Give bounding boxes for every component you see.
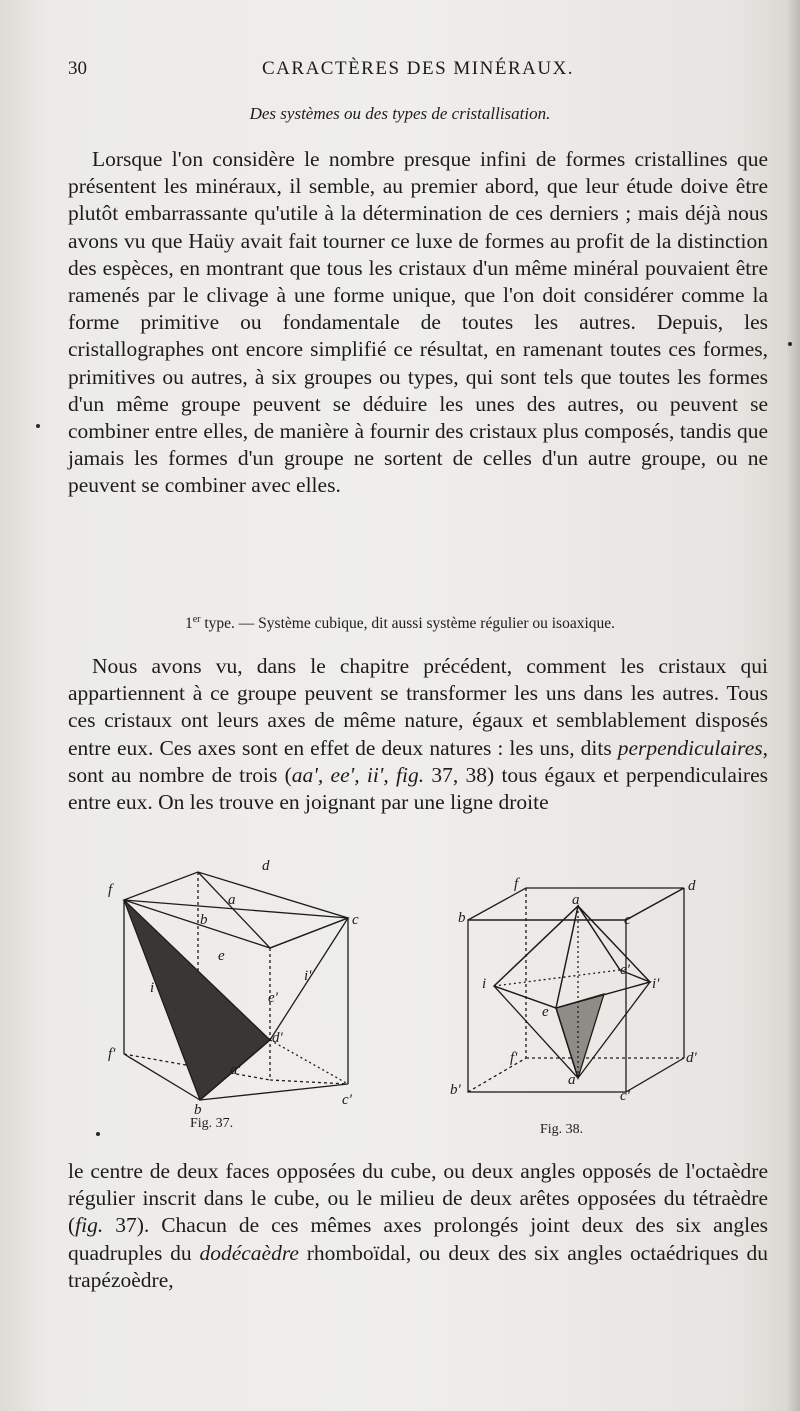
page-number: 30 [68,58,87,79]
fig37-label-a-prime: a' [230,1062,241,1078]
fig37-shaded-face [124,900,270,1100]
fig37-label-b: b [200,912,208,928]
type-ordinal: 1 [184,615,193,633]
fig38-label-e-prime: e' [620,962,630,978]
p3-text-2: 37). Chacun de ces mêmes axes prolongés joint deux des six angles quadruples du [68,1213,768,1265]
fig37-label-f: f [108,882,113,898]
fig38-label-c-prime: c' [620,1088,630,1104]
fig37-label-i-prime: i' [304,968,312,984]
p2-text-4: 37, 38) tous égaux et perpendiculaires entre eux. On les trouve en joignant par une ligne droite [68,762,768,815]
fig37-label-c: c [352,912,359,928]
fig38-label-d-prime: d' [686,1050,697,1066]
p3-text-1: le centre de deux faces opposées du cube, ou deux angles opposés de l'octaèdre régulier inscrit dans le cube, ou le milieu de deux arêtes opposées du tétraèdre ( [68,1159,768,1238]
section-title: Des systèmes ou des types de cristallisation. [249,104,551,123]
figure-37 [108,858,359,1118]
fig37-label-c-prime: c' [342,1092,352,1108]
fig38-label-i: i [482,976,487,992]
type-heading-text: type. — Système cubique, dit aussi système régulier ou isoaxique. [200,615,616,633]
p3-term: dodécaèdre [199,1240,299,1265]
fig38-label-c: c [624,912,631,928]
ink-speck [36,424,40,428]
p3-text-3: rhomboïdal, ou deux des six angles octaédriques du trapézoèdre, [68,1240,768,1292]
p2-text-2: , sont au nombre de trois ( [68,735,768,787]
p2-text-1: Nous avons vu, dans le chapitre précédent, comment les cristaux qui appartiennent à ce groupe peuvent se transformer les uns dans les autres. Tous ces cristaux ont leurs axes de même nature, égaux et semblablement disposés entre eux. Ces axes sont en effet de deux natures : les uns, dits [68,654,768,760]
type-heading [0,614,800,633]
fig38-label-b: b [458,910,466,926]
fig38-label-i-prime: i' [652,976,660,992]
paragraph-cubic-system [68,653,768,816]
ink-speck [788,342,792,346]
fig37-label-d-prime: d' [272,1030,283,1046]
fig37-caption: Fig. 37. [190,1116,234,1131]
figure-38 [450,876,698,1104]
page-edge-shadow [786,0,800,1411]
fig38-label-f-prime: f' [510,1050,518,1066]
fig38-label-a: a [572,892,580,908]
fig38-label-b-prime: b' [450,1082,461,1098]
type-ordinal-suffix: er [192,614,201,625]
fig37-label-e: e [218,948,225,964]
running-title: CARACTÈRES DES MINÉRAUX. [262,58,575,79]
fig37-label-b-bottom: b [194,1102,202,1118]
running-head [68,58,708,84]
fig38-caption: Fig. 38. [540,1122,584,1137]
fig38-label-a-prime: a' [568,1072,579,1088]
fig37-label-a: a [228,892,236,908]
p2-term: perpendiculaires [617,735,763,760]
fig37-label-f-prime: f' [108,1046,116,1062]
paragraph-axes-continued [68,1158,768,1294]
fig37-label-i: i [150,980,155,996]
p3-fig-ref: fig. [75,1213,104,1238]
paragraph-intro: Lorsque l'on considère le nombre presque infini de formes cristallines que présentent les minéraux, il semble, au premier abord, que leur étude doive être plutôt embarrassante qu'utile à la détermination de ces derniers ; mais déjà nous avons vu que Haüy avait fait tourner ce luxe de formes au profit de la distinction des espèces, en montrant que tous les cristaux d'un même minéral pouvaient être ramenés par le clivage à une forme unique, que l'on doit considérer comme la forme primitive ou fondamentale de toutes les autres. Depuis, les cristallographes ont encore simplifié ce résultat, en ramenant toutes ces formes, primitives ou autres, à six groupes ou types, qui sont tels que toutes les formes d'un même groupe peuvent se déduire les unes des autres, ou peuvent se combiner entre elles, de manière à fournir des cristaux plus composés, tandis que jamais les formes d'un groupe ne sortent de celles d'un autre groupe, ou ne peuvent se combiner avec elles. [68,147,768,498]
p2-axes: aa', ee', ii' [291,762,384,787]
figures-drawing [90,852,720,1152]
ink-speck [96,1132,100,1136]
fig37-label-e-prime: e' [268,990,278,1006]
fig38-label-e: e [542,1004,549,1020]
fig38-label-f: f [514,876,519,892]
p2-fig-ref: fig. [396,762,425,787]
fig37-label-d: d [262,858,270,874]
figures-block [90,852,720,1152]
fig38-label-d: d [688,878,696,894]
p2-text-3: , [383,762,397,787]
